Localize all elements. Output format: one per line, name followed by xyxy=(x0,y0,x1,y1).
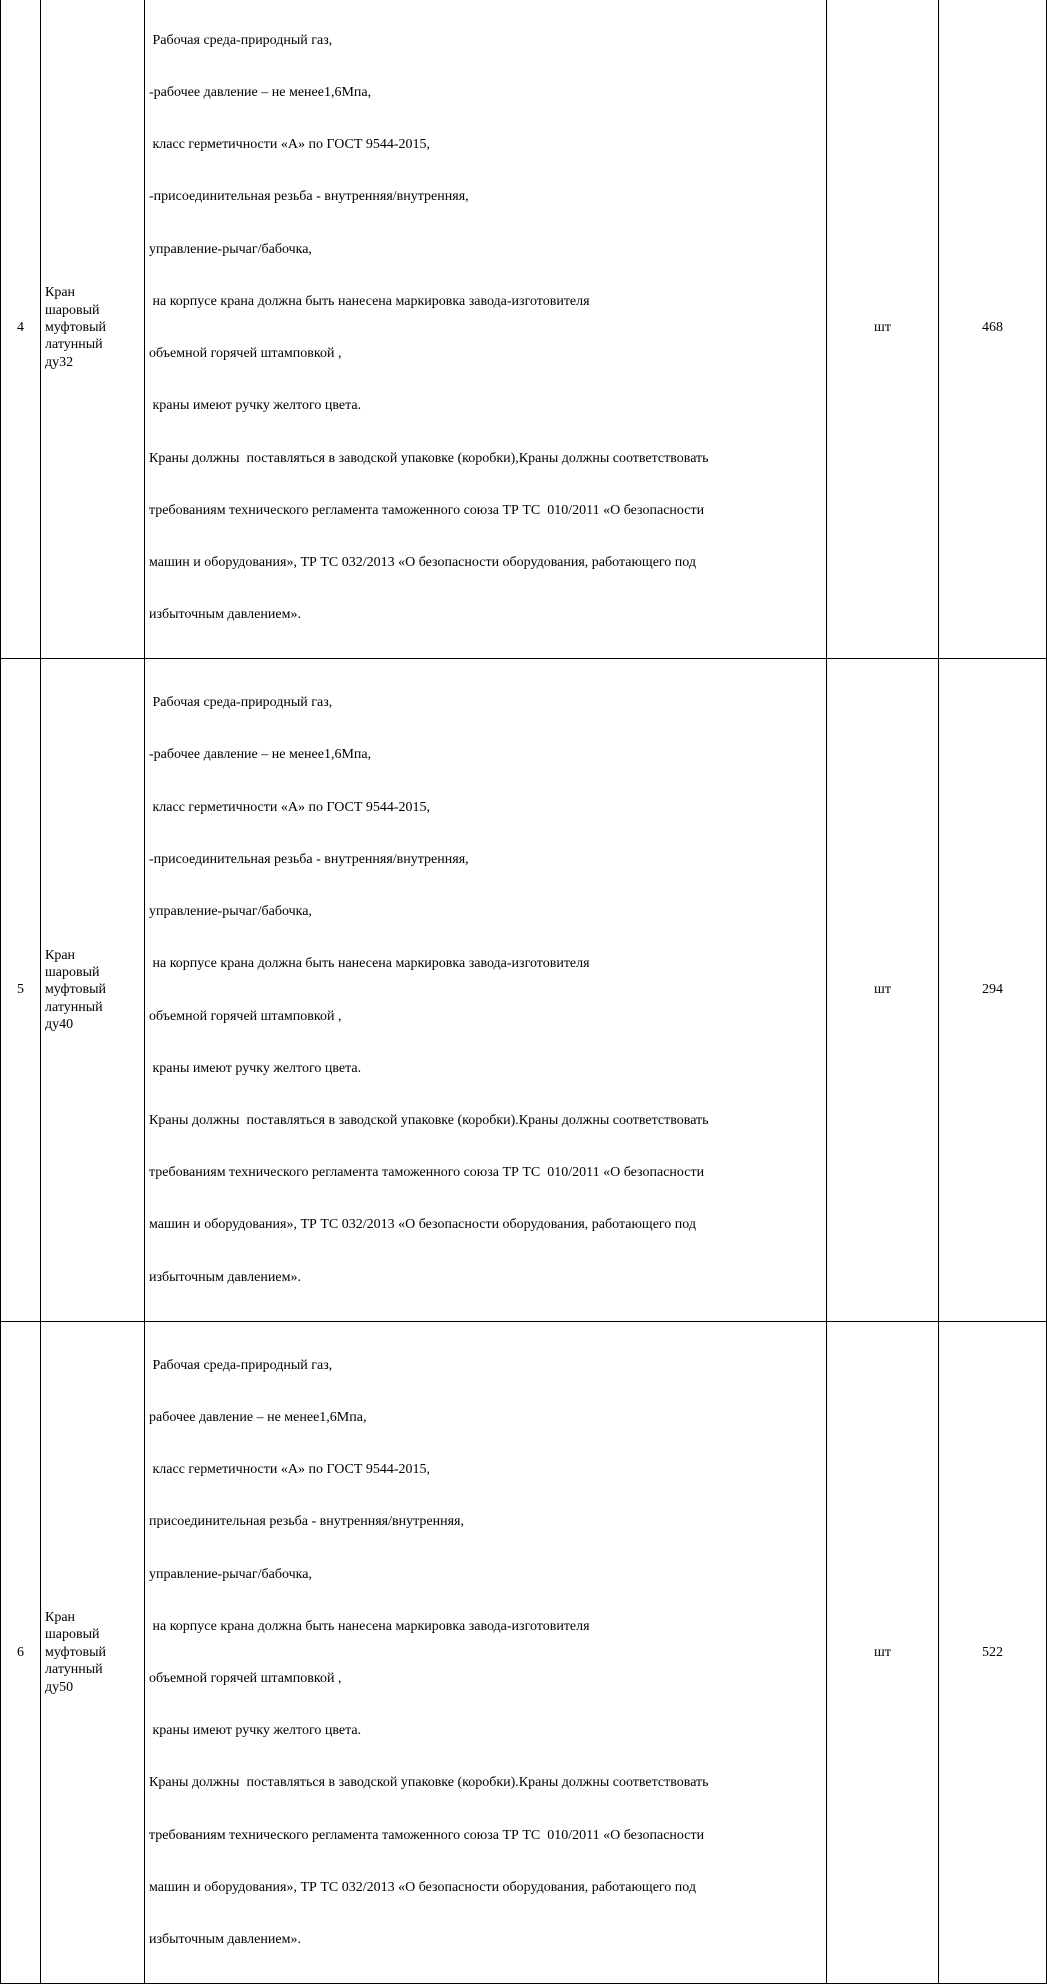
description-line: управление-рычаг/бабочка, xyxy=(149,904,312,920)
item-name-line: шаровый xyxy=(45,302,100,318)
item-name-line: муфтовый xyxy=(45,982,107,998)
description-line: избыточным давлением». xyxy=(149,1932,301,1948)
item-name xyxy=(41,659,145,1321)
description-line: присоединительная резьба - внутренняя/внутренняя, xyxy=(149,1514,464,1530)
description-line: класс герметичности «А» по ГОСТ 9544-2015, xyxy=(149,1462,431,1478)
description-line: на корпусе крана должна быть нанесена маркировка завода-изготовителя xyxy=(149,1618,590,1634)
description-line: Рабочая среда-природный газ, xyxy=(149,1357,333,1373)
item-name-line: латунный xyxy=(45,337,103,353)
item-name-line: Кран xyxy=(45,285,76,301)
description-line: на корпусе крана должна быть нанесена маркировка завода-изготовителя xyxy=(149,293,590,309)
unit-of-measure: шт xyxy=(827,659,939,1321)
item-name xyxy=(41,0,145,659)
description-line: -рабочее давление – не менее1,6Мпа, xyxy=(149,85,372,101)
quantity: 522 xyxy=(939,1321,1047,1983)
unit-of-measure: шт xyxy=(827,0,939,659)
unit-of-measure: шт xyxy=(827,1321,939,1983)
item-name-line: шаровый xyxy=(45,1627,100,1643)
description-line: избыточным давлением». xyxy=(149,1269,301,1285)
description-line: машин и оборудования», ТР ТС 032/2013 «О безопасности оборудования, работающего под xyxy=(149,1879,697,1895)
row-number: 6 xyxy=(1,1321,41,1983)
description-line: избыточным давлением». xyxy=(149,607,301,623)
quantity: 294 xyxy=(939,659,1047,1321)
item-name-line: ду40 xyxy=(45,1017,74,1033)
description-line: -присоединительная резьба - внутренняя/внутренняя, xyxy=(149,189,469,205)
description-line: требованиям технического регламента таможенного союза ТР ТС 010/2011 «О безопасности xyxy=(149,1165,705,1181)
description-line: объемной горячей штамповкой , xyxy=(149,346,342,362)
description-line: -присоединительная резьба - внутренняя/внутренняя, xyxy=(149,851,469,867)
item-name-line: муфтовый xyxy=(45,1644,107,1660)
item-name-line: ду32 xyxy=(45,354,74,370)
table-row xyxy=(1,659,1047,1321)
description-line: на корпусе крана должна быть нанесена маркировка завода-изготовителя xyxy=(149,956,590,972)
row-number: 4 xyxy=(1,0,41,659)
item-description xyxy=(145,1321,827,1983)
item-name-line: муфтовый xyxy=(45,320,107,336)
description-line: требованиям технического регламента таможенного союза ТР ТС 010/2011 «О безопасности xyxy=(149,1827,705,1843)
item-description xyxy=(145,0,827,659)
item-name-line: латунный xyxy=(45,999,103,1015)
description-line: рабочее давление – не менее1,6Мпа, xyxy=(149,1409,367,1425)
item-name xyxy=(41,1321,145,1983)
description-line: Рабочая среда-природный газ, xyxy=(149,695,333,711)
description-line: Рабочая среда-природный газ, xyxy=(149,32,333,48)
description-line: управление-рычаг/бабочка, xyxy=(149,1566,312,1582)
description-line: краны имеют ручку желтого цвета. xyxy=(149,1060,362,1076)
description-line: Краны должны поставляться в заводской упаковке (коробки).Краны должны соответствовать xyxy=(149,1113,709,1128)
description-line: требованиям технического регламента таможенного союза ТР ТС 010/2011 «О безопасности xyxy=(149,502,705,518)
item-name-line: Кран xyxy=(45,1610,76,1626)
item-name-line: шаровый xyxy=(45,965,100,981)
description-line: управление-рычаг/бабочка, xyxy=(149,241,312,257)
description-line: класс герметичности «А» по ГОСТ 9544-2015, xyxy=(149,799,431,815)
item-name-line: ду50 xyxy=(45,1679,74,1695)
description-line: машин и оборудования», ТР ТС 032/2013 «О безопасности оборудования, работающего под xyxy=(149,1217,697,1233)
description-line: машин и оборудования», ТР ТС 032/2013 «О безопасности оборудования, работающего под xyxy=(149,555,697,570)
description-line: класс герметичности «А» по ГОСТ 9544-2015, xyxy=(149,137,431,153)
item-name-line: латунный xyxy=(45,1662,103,1678)
description-line: объемной горячей штамповкой , xyxy=(149,1671,342,1686)
description-line: краны имеют ручку желтого цвета. xyxy=(149,398,362,414)
description-line: объемной горячей штамповкой , xyxy=(149,1008,342,1024)
description-line: Краны должны поставляться в заводской упаковке (коробки),Краны должны соответствовать xyxy=(149,450,709,466)
item-description xyxy=(145,659,827,1321)
quantity: 468 xyxy=(939,0,1047,659)
table-row xyxy=(1,0,1047,659)
description-line: -рабочее давление – не менее1,6Мпа, xyxy=(149,747,372,763)
description-line: краны имеют ручку желтого цвета. xyxy=(149,1723,362,1739)
item-name-line: Кран xyxy=(45,947,76,963)
table-row xyxy=(1,1321,1047,1983)
row-number: 5 xyxy=(1,659,41,1321)
description-line: Краны должны поставляться в заводской упаковке (коробки).Краны должны соответствовать xyxy=(149,1775,709,1791)
